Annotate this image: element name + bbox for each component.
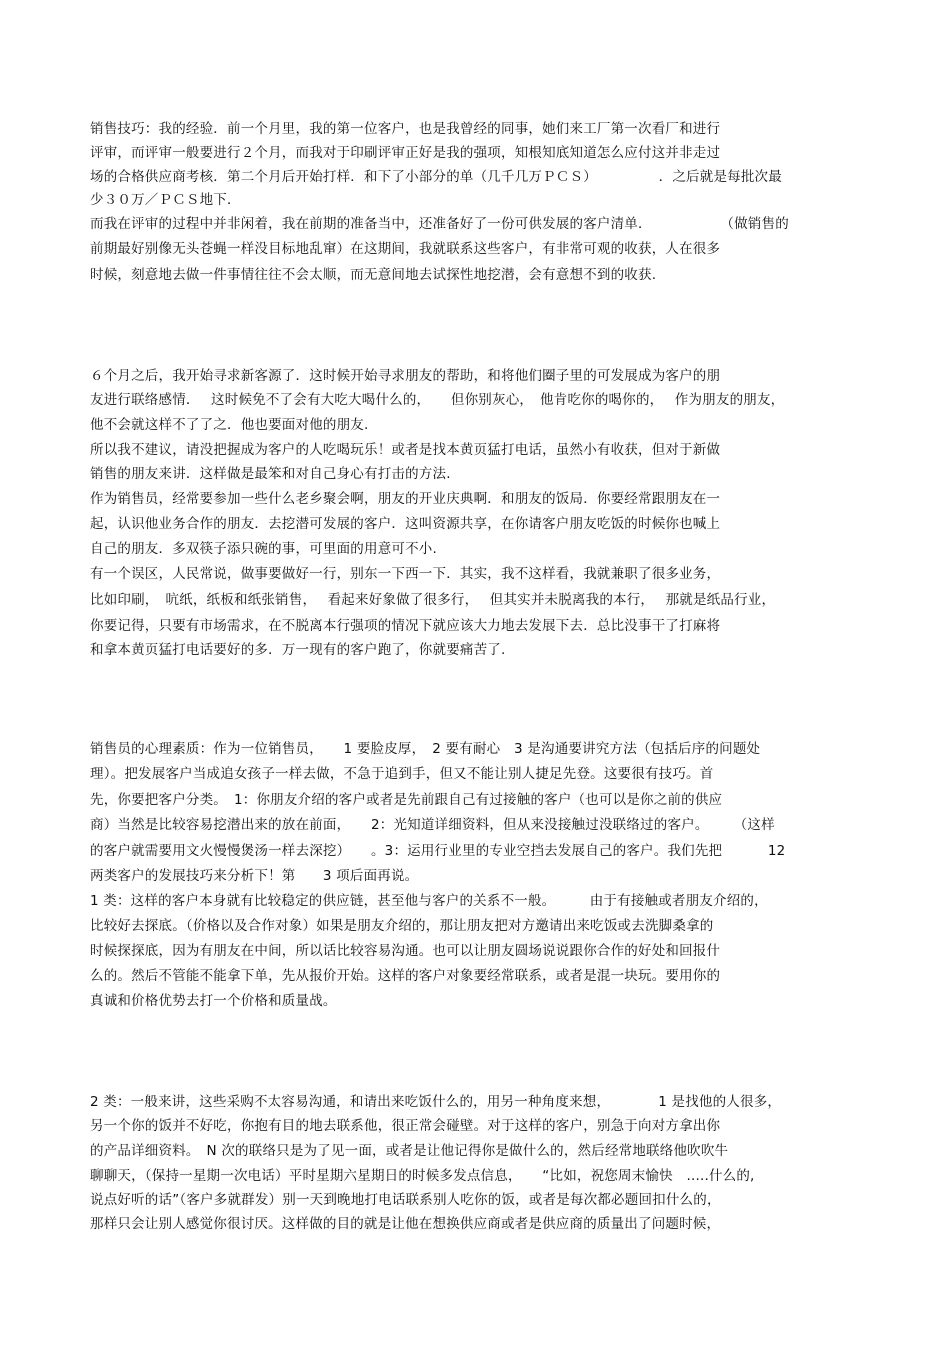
text-line: 理）。把发展客户当成追女孩子一样去做，不急于追到手，但又不能让别人捷足先登。这要很有技巧。首	[90, 766, 714, 782]
text-line: 他不会就这样不了了之．他也要面对他的朋友.	[90, 417, 369, 433]
text-line: 2 类：一般来讲，这些采购不太容易沟通，和请出来吃饭什么的，用另一种角度来想， 1 是找他的人很多，	[90, 1094, 782, 1110]
text-line: 友进行联络感情． 这时候免不了会有大吃大喝什么的， 但你别灰心， 他肯吃你的喝你的， 作为朋友的朋友，	[90, 392, 785, 408]
text-line: 的客户就需要用文火慢慢煲汤一样去深挖） 。3：运用行业里的专业空挡去发展自己的客户。我们先把 12	[90, 843, 786, 859]
text-line: 你要记得，只要有市场需求，在不脱离本行强项的情况下就应该大力地去发展下去．总比没事干了打麻将	[90, 618, 721, 634]
text-line: 么的。然后不管能不能拿下单，先从报价开始。这样的客户对象要经常联系，或者是混一块玩。要用你的	[90, 968, 721, 984]
text-line: 评审，而评审一般要进行２个月，而我对于印刷评审正好是我的强项，知根知底知道怎么应付这并非走过	[90, 145, 721, 161]
text-line: 聊聊天，（保持一星期一次电话）平时星期六星期日的时候多发点信息， “比如，祝您周末愉快 .....什么的,	[90, 1168, 755, 1184]
text-line: 时候探探底，因为有朋友在中间，所以话比较容易沟通。也可以让朋友圆场说说跟你合作的好处和回报什	[90, 943, 721, 959]
text-line: 和拿本黄页猛打电话要好的多．万一现有的客户跑了，你就要痛苦了.	[90, 642, 506, 658]
text-line: 说点好听的话”（客户多就群发）别一天到晚地打电话联系别人吃你的饭，或者是每次都必题回扣什么的，	[90, 1192, 721, 1208]
text-line: 1 类：这样的客户本身就有比较稳定的供应链，甚至他与客户的关系不一般。 由于有接触或者朋友介绍的，	[90, 893, 768, 909]
text-line: 比如印刷， 吭纸，纸板和纸张销售， 看起来好象做了很多行， 但其实并未脱离我的本行， 那就是纸品行业，	[90, 592, 776, 608]
text-line: 场的合格供应商考核．第二个月后开始打样．和下了小部分的单（几千几万ＰＣＳ） ．之后就是每批次最	[90, 169, 782, 185]
text-line: 所以我不建议，请没把握成为客户的人吃喝玩乐！或者是找本黄页猛打电话，虽然小有收获，但对于新做	[90, 442, 721, 458]
text-line: 商）当然是比较容易挖潜出来的放在前面， 2：光知道详细资料，但从来没接触过没联络过的客户。 （这样	[90, 817, 775, 833]
text-line: 销售的朋友来讲．这样做是最笨和对自己身心有打击的方法.	[90, 466, 451, 482]
text-line: 的产品详细资料。 N 次的联络只是为了见一面，或者是让他记得你是做什么的，然后经常地联络他吹吹牛	[90, 1143, 729, 1159]
text-line: 时候，刻意地去做一件事情往往不会太顺，而无意间地去试探性地挖潜，会有意想不到的收获.	[90, 267, 657, 283]
text-line: 真诚和价格优势去打一个价格和质量战。	[90, 993, 337, 1009]
text-line: 而我在评审的过程中并非闲着，我在前期的准备当中，还准备好了一份可供发展的客户清单． （做销售的	[90, 216, 789, 232]
text-line: 前期最好别像无头苍蝇一样没目标地乱窜）在这期间，我就联系这些客户，有非常可观的收获，人在很多	[90, 241, 721, 257]
text-line: 自己的朋友．多双筷子添只碗的事，可里面的用意可不小.	[90, 541, 437, 557]
text-line: 比较好去探底。（价格以及合作对象）如果是朋友介绍的，那让朋友把对方邀请出来吃饭或去洗脚桑拿的	[90, 918, 714, 934]
text-line: 那样只会让别人感觉你很讨厌。这样做的目的就是让他在想换供应商或者是供应商的质量出了问题时候，	[90, 1216, 721, 1232]
text-line: 两类客户的发展技巧来分析下！第 3 项后面再说。	[90, 868, 419, 884]
text-line: 有一个误区，人民常说，做事要做好一行，别东一下西一下．其实，我不这样看，我就兼职了很多业务，	[90, 566, 721, 582]
text-line: 少３０万／ＰＣＳ地下．	[90, 192, 241, 208]
text-line: ６个月之后，我开始寻求新客源了．这时候开始寻求朋友的帮助，和将他们圈子里的可发展成为客户的朋	[90, 368, 721, 384]
text-line: 销售员的心理素质：作为一位销售员， 1 要脸皮厚， 2 要有耐心 3 是沟通要讲究方法（包括后序的问题处	[90, 741, 761, 757]
text-line: 作为销售员，经常要参加一些什么老乡聚会啊，朋友的开业庆典啊．和朋友的饭局．你要经常跟朋友在一	[90, 491, 721, 507]
text-line: 销售技巧：我的经验．前一个月里，我的第一位客户，也是我曾经的同事，她们来工厂第一次看厂和进行	[90, 121, 721, 137]
text-line: 先，你要把客户分类。 1：你朋友介绍的客户或者是先前跟自己有过接触的客户（也可以是你之前的供应	[90, 792, 723, 808]
text-line: 起，认识他业务合作的朋友．去挖潜可发展的客户．这叫资源共享，在你请客户朋友吃饭的时候你也喊上	[90, 516, 721, 532]
text-line: 另一个你的饭并不好吃，你抱有目的地去联系他，很正常会碰壁。对于这样的客户，别急于向对方拿出你	[90, 1118, 721, 1134]
